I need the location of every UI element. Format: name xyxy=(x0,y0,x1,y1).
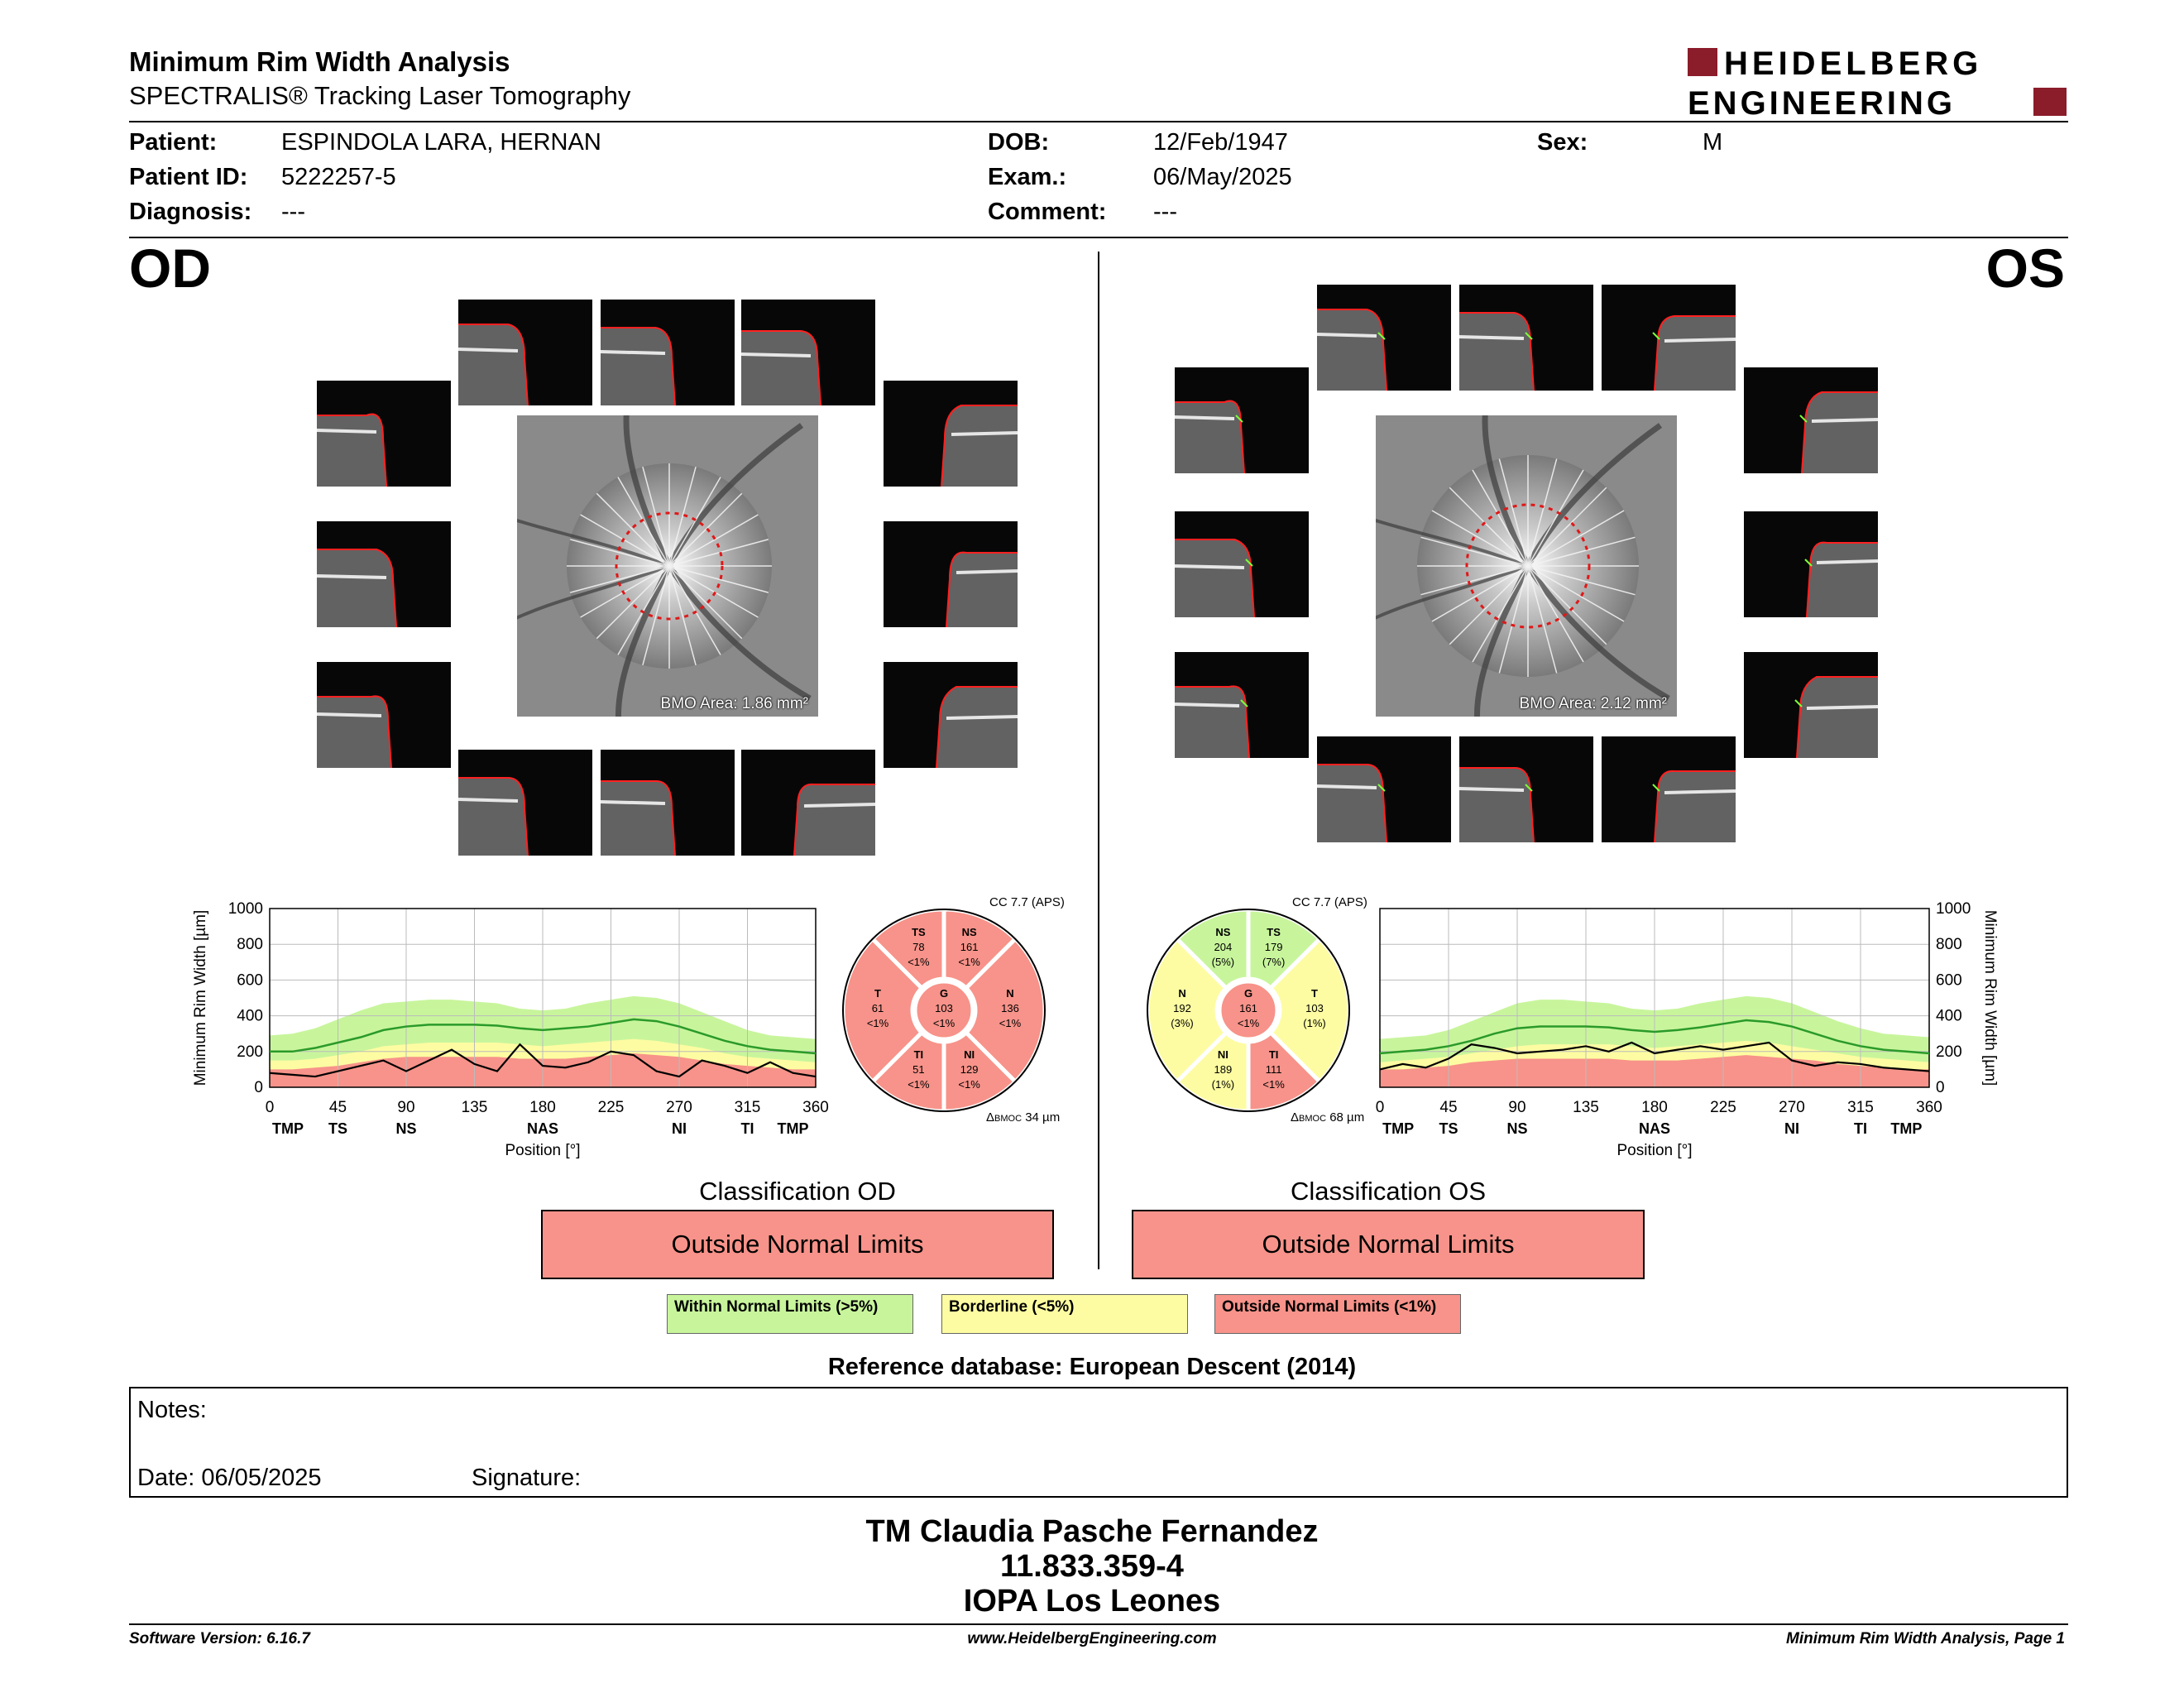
od-xtick-180: 180 xyxy=(529,1099,556,1116)
footer-divider xyxy=(129,1623,2068,1625)
heidelberg-logo xyxy=(1688,43,2068,121)
sex-value: M xyxy=(1703,129,1723,156)
od-classification-title: Classification OD xyxy=(699,1177,896,1206)
logo-line1: HEIDELBERG xyxy=(1724,46,1983,82)
od-xtick-360: 360 xyxy=(802,1099,829,1116)
software-version: Software Version: 6.16.7 xyxy=(129,1630,310,1647)
os-sector-t-name: T xyxy=(1311,987,1318,1000)
os-sector-label-nas: NAS xyxy=(1638,1120,1671,1137)
os-sector-ni-value: 189 xyxy=(1214,1062,1233,1076)
od-sector-ni-name: NI xyxy=(964,1048,975,1061)
os-xtick-270: 270 xyxy=(1779,1099,1805,1116)
logo-line2: ENGINEERING xyxy=(1688,85,1956,121)
od-sector-label-tmp: TMP xyxy=(777,1120,809,1137)
os-sector-label-ns: NS xyxy=(1506,1120,1528,1137)
od-sector-ti-value: 51 xyxy=(912,1062,925,1076)
os-bmo-area: BMO Area: 2.12 mm² xyxy=(1519,695,1667,712)
signatory-id: 11.833.359-4 xyxy=(1000,1549,1184,1584)
os-ytick-0: 0 xyxy=(1936,1079,1945,1096)
legend-within: Within Normal Limits (>5%) xyxy=(667,1294,913,1334)
os-sector-diagram xyxy=(1145,907,1352,1114)
od-sector-ts-value: 78 xyxy=(912,941,925,954)
os-sector-ni-name: NI xyxy=(1217,1048,1228,1061)
patient-label: Patient: xyxy=(129,129,218,156)
od-sector-n-pct: <1% xyxy=(999,1017,1022,1029)
od-eye-label: OD xyxy=(129,237,211,299)
od-ytick-400: 400 xyxy=(237,1007,263,1025)
os-bscan-8 xyxy=(1175,652,1309,758)
signatory-org: IOPA Los Leones xyxy=(963,1584,1221,1618)
os-bscan-5 xyxy=(1744,367,1878,473)
os-xtick-315: 315 xyxy=(1847,1099,1874,1116)
od-sector-label-ts: TS xyxy=(328,1120,348,1137)
od-sector-t-name: T xyxy=(874,987,881,1000)
od-classification-badge: Outside Normal Limits xyxy=(541,1210,1054,1279)
os-eye-label: OS xyxy=(1985,237,2065,299)
os-sector-ni-pct: (1%) xyxy=(1211,1077,1235,1091)
os-sector-ns-value: 204 xyxy=(1214,941,1233,954)
od-xtick-270: 270 xyxy=(666,1099,692,1116)
od-sector-label-nas: NAS xyxy=(526,1120,559,1137)
od-xlabel: Position [°] xyxy=(505,1142,581,1159)
od-sector-label-tmp: TMP xyxy=(272,1120,304,1137)
od-bscan-8 xyxy=(317,662,451,768)
notes-label: Notes: xyxy=(137,1397,207,1423)
od-ytick-200: 200 xyxy=(237,1043,263,1061)
os-sector-label-ti: TI xyxy=(1854,1120,1867,1137)
od-sector-diagram xyxy=(841,907,1047,1114)
os-sector-ts-pct: (7%) xyxy=(1262,956,1286,969)
os-sector-g-pct: <1% xyxy=(1237,1017,1260,1029)
od-bscan-3 xyxy=(741,300,875,405)
od-bscan-4 xyxy=(317,381,451,487)
report-title: Minimum Rim Width Analysis xyxy=(129,46,510,77)
od-ytick-800: 800 xyxy=(237,936,263,954)
os-classification-title: Classification OS xyxy=(1290,1177,1487,1206)
od-ytick-1000: 1000 xyxy=(228,902,263,918)
od-sector-ti-pct: <1% xyxy=(908,1077,930,1091)
os-ytick-1000: 1000 xyxy=(1936,902,1971,918)
os-bscan-4 xyxy=(1175,367,1309,473)
sex-label: Sex: xyxy=(1537,129,1588,156)
od-sector-g-pct: <1% xyxy=(932,1017,956,1029)
od-sector-n-name: N xyxy=(1006,987,1014,1000)
os-bscan-3 xyxy=(1602,285,1736,391)
od-cc-label: CC 7.7 (APS) xyxy=(989,895,1065,909)
os-sector-g-name: G xyxy=(1243,987,1253,1000)
od-bmoc-value: 34 µm xyxy=(1025,1110,1061,1125)
os-xtick-180: 180 xyxy=(1641,1099,1668,1116)
od-sector-ni-value: 129 xyxy=(960,1062,979,1076)
os-bscan-12 xyxy=(1602,736,1736,842)
os-bmoc-label: ΔBMOC 68 µm xyxy=(1291,1110,1365,1125)
od-sector-g-name: G xyxy=(939,987,949,1000)
od-sector-ts-pct: <1% xyxy=(908,956,930,969)
os-sector-ti-value: 111 xyxy=(1265,1062,1282,1076)
od-xtick-135: 135 xyxy=(461,1099,488,1116)
od-sector-t-pct: <1% xyxy=(866,1017,889,1029)
os-sector-n-name: N xyxy=(1178,987,1186,1000)
os-bscan-11 xyxy=(1459,736,1593,842)
od-bscan-7 xyxy=(884,521,1018,627)
os-xtick-45: 45 xyxy=(1439,1099,1458,1116)
os-ytick-600: 600 xyxy=(1936,971,1962,990)
os-bscan-9 xyxy=(1744,652,1878,758)
os-xtick-90: 90 xyxy=(1508,1099,1526,1116)
od-bscan-2 xyxy=(601,300,735,405)
os-xlabel: Position [°] xyxy=(1616,1142,1693,1159)
os-classification-badge: Outside Normal Limits xyxy=(1132,1210,1645,1279)
os-ytick-400: 400 xyxy=(1936,1007,1962,1025)
os-ylabel: Minimum Rim Width [µm] xyxy=(1981,909,1999,1086)
od-sector-label-ni: NI xyxy=(672,1120,687,1137)
od-sector-label-ti: TI xyxy=(740,1120,754,1137)
od-sector-n-value: 136 xyxy=(1001,1002,1019,1014)
od-sector-ni-pct: <1% xyxy=(958,1077,980,1091)
os-sector-label-ts: TS xyxy=(1439,1120,1458,1137)
os-sector-label-ni: NI xyxy=(1784,1120,1799,1137)
od-ytick-600: 600 xyxy=(237,971,263,990)
os-xtick-135: 135 xyxy=(1573,1099,1599,1116)
od-bscan-10 xyxy=(458,750,592,856)
od-xtick-45: 45 xyxy=(328,1099,347,1116)
os-bscan-1 xyxy=(1317,285,1451,391)
od-mrw-plot xyxy=(192,902,829,1175)
os-sector-n-pct: (3%) xyxy=(1171,1017,1194,1029)
od-bscan-9 xyxy=(884,662,1018,768)
signature-label: Signature: xyxy=(472,1465,582,1491)
os-sector-ns-name: NS xyxy=(1215,926,1231,939)
od-xtick-0: 0 xyxy=(265,1099,275,1116)
os-sector-ts-value: 179 xyxy=(1264,941,1283,954)
report-subtitle: SPECTRALIS® Tracking Laser Tomography xyxy=(129,81,631,110)
dob-value: 12/Feb/1947 xyxy=(1153,129,1288,156)
os-ytick-200: 200 xyxy=(1936,1043,1962,1061)
os-sector-t-pct: (1%) xyxy=(1303,1017,1326,1029)
diagnosis-value: --- xyxy=(281,199,305,225)
comment-value: --- xyxy=(1153,199,1177,225)
od-xtick-90: 90 xyxy=(397,1099,415,1116)
os-xtick-0: 0 xyxy=(1375,1099,1385,1116)
legend-outside: Outside Normal Limits (<1%) xyxy=(1214,1294,1461,1334)
patient-value: ESPINDOLA LARA, HERNAN xyxy=(281,129,601,156)
os-bmoc-value: 68 µm xyxy=(1329,1110,1365,1125)
os-sector-ti-pct: <1% xyxy=(1262,1077,1285,1091)
od-sector-ns-value: 161 xyxy=(960,941,979,954)
od-ytick-0: 0 xyxy=(254,1079,263,1096)
os-ytick-800: 800 xyxy=(1936,936,1962,954)
os-sector-label-tmp: TMP xyxy=(1382,1120,1415,1137)
os-cc-label: CC 7.7 (APS) xyxy=(1292,895,1367,909)
od-ylabel: Minimum Rim Width [µm] xyxy=(192,909,209,1086)
header-divider xyxy=(129,121,2068,122)
os-sector-ts-name: TS xyxy=(1267,926,1281,939)
os-sector-n-value: 192 xyxy=(1173,1002,1191,1014)
od-bmoc-label: ΔBMOC 34 µm xyxy=(986,1110,1061,1125)
od-xtick-225: 225 xyxy=(597,1099,625,1116)
website: www.HeidelbergEngineering.com xyxy=(967,1630,1217,1647)
os-sector-t-value: 103 xyxy=(1305,1002,1324,1014)
os-sector-ti-name: TI xyxy=(1268,1048,1279,1061)
od-sector-g-value: 103 xyxy=(935,1002,953,1014)
comment-label: Comment: xyxy=(988,199,1107,225)
patient-id-value: 5222257-5 xyxy=(281,164,396,190)
os-bscan-10 xyxy=(1317,736,1451,842)
page-label: Minimum Rim Width Analysis, Page 1 xyxy=(1786,1630,2065,1647)
od-sector-t-value: 61 xyxy=(871,1002,884,1014)
os-bscan-7 xyxy=(1744,511,1878,617)
os-sector-label-tmp: TMP xyxy=(1890,1120,1923,1137)
od-bscan-11 xyxy=(601,750,735,856)
od-sector-label-ns: NS xyxy=(395,1120,417,1137)
od-sector-ti-name: TI xyxy=(913,1048,924,1061)
od-bmo-area: BMO Area: 1.86 mm² xyxy=(660,695,808,712)
os-mrw-plot xyxy=(1357,902,2019,1175)
os-sector-g-value: 161 xyxy=(1239,1002,1257,1014)
exam-value: 06/May/2025 xyxy=(1153,164,1292,190)
od-sector-ts-name: TS xyxy=(912,926,926,939)
os-bscan-6 xyxy=(1175,511,1309,617)
os-xtick-360: 360 xyxy=(1916,1099,1942,1116)
od-sector-ns-name: NS xyxy=(961,926,977,939)
exam-label: Exam.: xyxy=(988,164,1067,190)
od-sector-ns-pct: <1% xyxy=(958,956,980,969)
notes-box xyxy=(129,1387,2068,1498)
date-label: Date: 06/05/2025 xyxy=(137,1465,322,1491)
od-bscan-6 xyxy=(317,521,451,627)
od-bscan-12 xyxy=(741,750,875,856)
od-fundus-image xyxy=(517,415,818,717)
od-bscan-5 xyxy=(884,381,1018,487)
reference-database: Reference database: European Descent (2014) xyxy=(827,1354,1357,1380)
signatory-name: TM Claudia Pasche Fernandez xyxy=(865,1514,1319,1549)
info-divider xyxy=(129,237,2068,238)
diagnosis-label: Diagnosis: xyxy=(129,199,252,225)
os-bscan-2 xyxy=(1459,285,1593,391)
os-fundus-image xyxy=(1376,415,1677,717)
legend-borderline: Borderline (<5%) xyxy=(941,1294,1188,1334)
os-sector-ns-pct: (5%) xyxy=(1211,956,1235,969)
dob-label: DOB: xyxy=(988,129,1050,156)
od-bscan-1 xyxy=(458,300,592,405)
os-xtick-225: 225 xyxy=(1710,1099,1736,1116)
od-xtick-315: 315 xyxy=(734,1099,761,1116)
center-divider xyxy=(1098,252,1099,1269)
patient-id-label: Patient ID: xyxy=(129,164,248,190)
